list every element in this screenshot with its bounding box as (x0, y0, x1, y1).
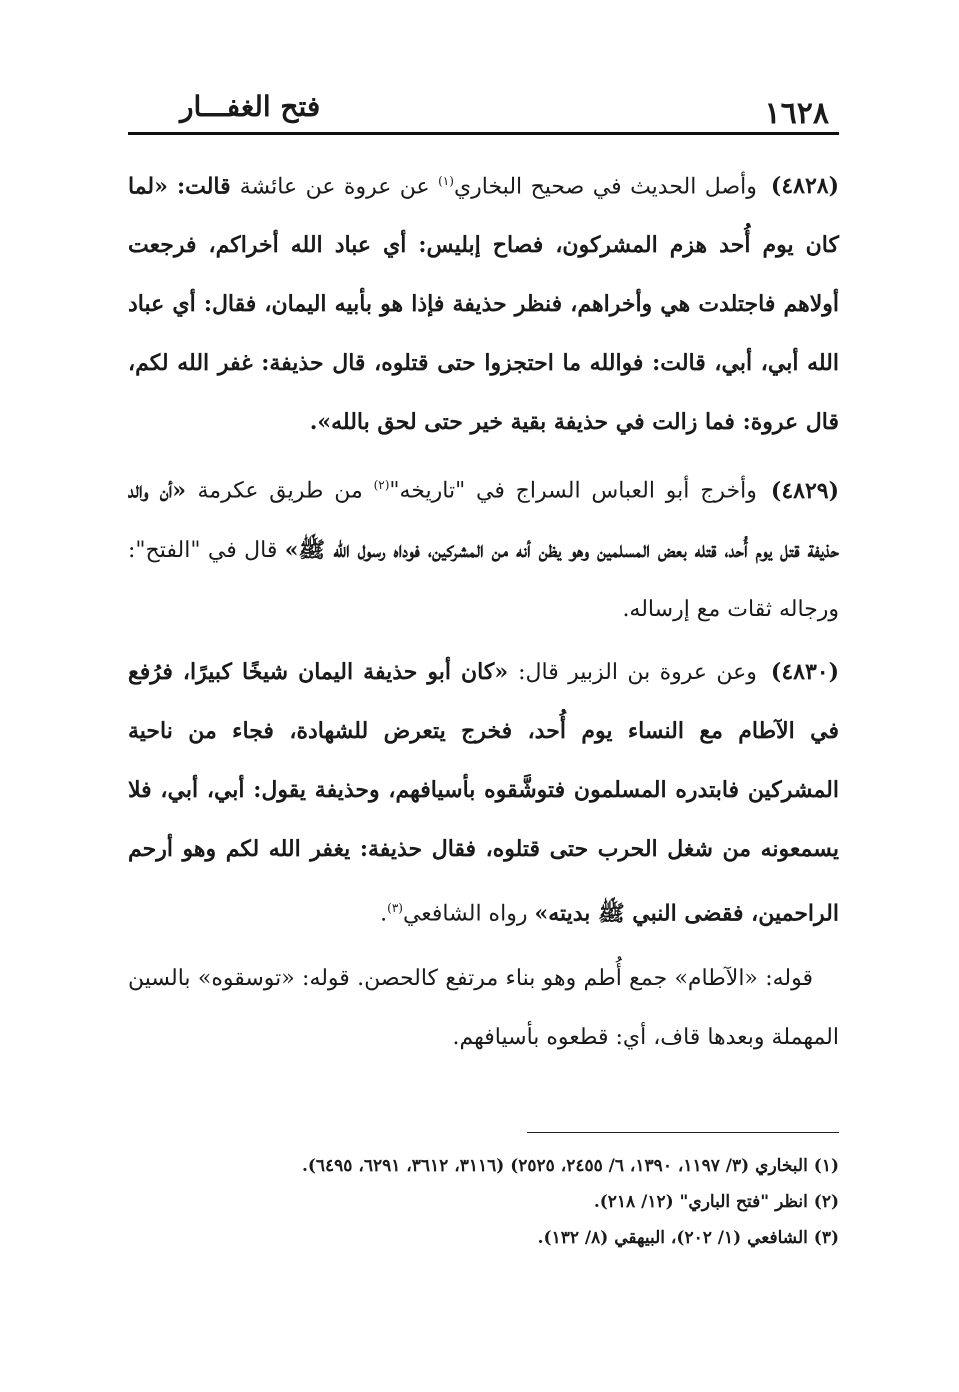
footnote-ref: (١) (438, 174, 454, 188)
hadith-outro: قال في "الفتح": ورجاله ثقات مع إرساله. (128, 537, 839, 622)
page-number: ١٦٢٨ (764, 96, 829, 131)
hadith-paragraph: (٤٨٣٠)وعن عروة بن الزبير قال: «كان أبو حذيفة اليمان شيخًا كبيرًا، فرُفع في الآطام مع النساء يوم أُحد، فخرج يتعرض للشهادة، فجاء من ناحية المشركين فابتدره المسلمون فتوشَّقوه بأسيافهم، وحذيفة يقول: أبي، أبي، فلا يسمعونه من شغل الحرب حتى قتلوه، فقال حذيفة: يغفر الله لكم وهو أرحم الراحمين، فقضى النبي ﷺ بديته» رواه الشافعي$^{(٣)}$. (128, 658, 839, 926)
hadith-paragraph (128, 152, 839, 452)
hadith-number: (٤٨٢٩) (770, 477, 839, 504)
hadith-quote: «أن والد حذيفة قتل يوم أُحد، قتله بعض المسلمين وهو يظن أنه من المشركين، فوداه رسول الله ﷺ» (128, 477, 839, 563)
header-rule (128, 132, 839, 135)
hadith-quote: «كان أبو حذيفة اليمان شيخًا كبيرًا، فرُفع في الآطام مع النساء يوم أُحد، فخرج يتعرض للشهادة، فجاء من ناحية المشركين فابتدره المسلمون فتوشَّقوه بأسيافهم، وحذيفة يقول: أبي، أبي، فلا يسمعونه من شغل الحرب حتى قتلوه، فقال حذيفة: يغفر الله لكم وهو أرحم الراحمين، فقضى النبي ﷺ بديته» (128, 658, 839, 926)
hadith-number: (٤٨٣٠) (770, 658, 839, 685)
hadith-quote: قالت: «لما كان يوم أُحد هزم المشركون، فصاح إبليس: أي عباد الله أخراكم، فرجعت أولاهم فاجتلدت هي وأخراهم، فنظر حذيفة فإذا هو بأبيه اليمان، فقال: أي عباد الله أبي، أبي، قالت: فوالله ما احتجزوا حتى قتلوه، قال حذيفة: غفر الله لكم، قال عروة: فما زالت في حذيفة بقية خير حتى لحق بالله». (128, 173, 839, 436)
hadith-paragraph (128, 456, 839, 638)
footnote-item: (١) البخاري (٣/ ١١٩٧، ١٣٩٠، ٦/ ٢٤٥٥، ٢٥٢٥) (٣١١٦، ٣٦١٢، ٦٢٩١، ٦٤٩٥). (301, 1156, 839, 1176)
hadith-outro: رواه الشافعي (402, 900, 535, 926)
footnotes (128, 1148, 839, 1256)
book-title: فتح الغفـــار (180, 90, 321, 123)
hadith-intro-rest: من طريق عكرمة (197, 478, 374, 504)
footnote-item: (٣) الشافعي (١/ ٢٠٢)، البيهقي (٨/ ١٣٢). (537, 1228, 839, 1248)
hadith-intro-rest: عن عروة عن عائشة (239, 174, 439, 200)
commentary-paragraph: قوله: «الآطام» جمع أُطم وهو بناء مرتفع كالحصن. قوله: «توسقوه» بالسين المهملة وبعدها قاف، أي: قطعوه بأسيافهم. (128, 965, 839, 1050)
hadith-intro: وعن عروة بن الزبير قال: (518, 659, 757, 685)
footnote-ref: (٣) (387, 900, 403, 915)
page-header (128, 88, 831, 130)
main-text (128, 152, 839, 1071)
footnote-separator (527, 1132, 839, 1133)
hadith-intro: وأصل الحديث في صحيح البخاري (453, 174, 757, 200)
footnote-item: (٢) انظر "فتح الباري" (١٢/ ٢١٨). (593, 1192, 839, 1212)
footnote-ref: (٢) (373, 478, 390, 493)
hadith-intro: وأخرج أبو العباس السراج في "تاريخه" (389, 478, 757, 504)
hadith-number: (٤٨٢٨) (770, 173, 839, 200)
